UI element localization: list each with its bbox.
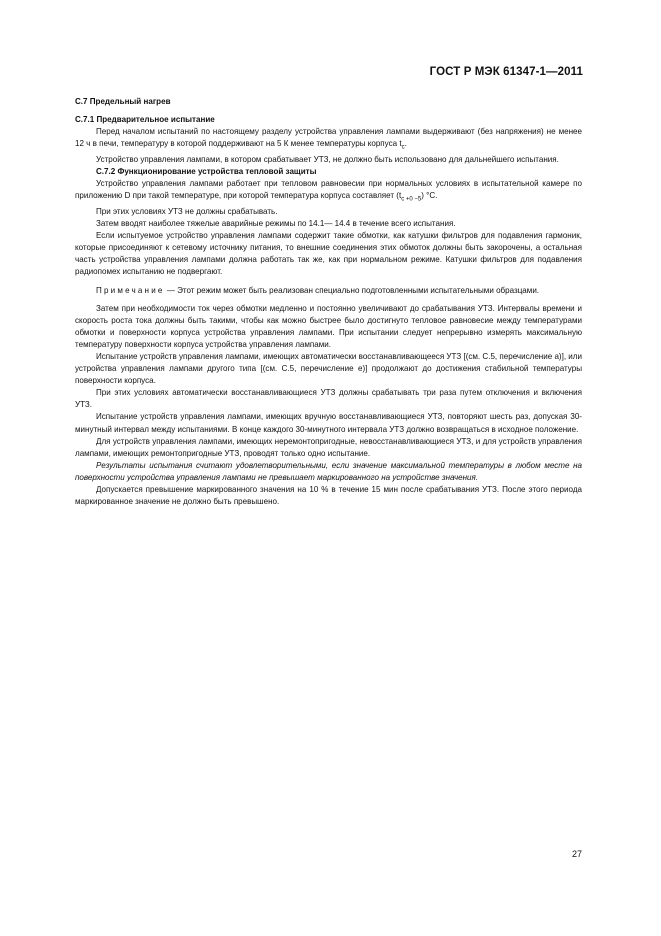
note (75, 285, 582, 297)
note-text: — Этот режим может быть реализован специально подготовленными испытательными образцами. (166, 285, 540, 295)
section-c7-title: С.7 Предельный нагрев (75, 97, 171, 106)
paragraph-c72-2: При этих условиях УТЗ не должны срабатывать. (96, 206, 278, 216)
document-body (75, 96, 582, 508)
note-label: Примечание (96, 285, 165, 295)
section-c72-title: С.7.2 Функционирование устройства тепловой защиты (96, 167, 317, 177)
paragraph-c71-2: Устройство управления лампами, в котором срабатывает УТЗ, не должно быть использовано для дальнейшего испытания. (96, 154, 559, 164)
paragraph-5: Затем при необходимости ток через обмотки медленно и постоянно увеличивают до срабатывания УТЗ. Интервалы времени и скорость роста тока должны быть такими, чтобы как можно быстрее было достигнуто тепловое равновесие между температурами обмотки и поверхности корпуса устройства управления лампами. При испытании следует непрерывно измерять максимальную температуру поверхности корпуса устройства управления лампами. (75, 303, 582, 349)
section-c71-title: С.7.1 Предварительное испытание (75, 115, 215, 125)
paragraph-c72-3: Затем вводят наиболее тяжелые аварийные режимы по 14.1— 14.4 в течение всего испытания. (96, 219, 456, 229)
paragraph-6: Испытание устройств управления лампами, имеющих автоматически восстанавливающееся УТЗ [(см. С.5, перечисление а)], или устройства управления лампами другого типа [(см. С.5, перечисление е)] продолжают до достижения стабильной температуры поверхности корпуса. (75, 352, 582, 386)
paragraph-9: Для устройств управления лампами, имеющих неремонтопригодные, невосстанавливающиеся УТЗ, и для устройств управления лампами, имеющих ремонтопригодные УТЗ, проводят только одно испытание. (75, 436, 582, 458)
paragraph-c72-1: Устройство управления лампами работает при тепловом равновесии при нормальных условиях в испытательной камере по приложению D при такой температуре, при которой температура корпуса составляет $(t_{c +0 -5})$ °С. (75, 179, 582, 203)
document-header: ГОСТ Р МЭК 61347-1—2011 (429, 66, 583, 78)
paragraph-c71-1: Перед началом испытаний по настоящему разделу устройства управления лампами выдерживают (без напряжения) не менее 12 ч в печи, температуру в которой поддерживают на 5 К менее температуры корпуса $t_c$. (75, 127, 582, 151)
paragraph-10: Результаты испытания считают удовлетворительными, если значение максимальной температуры в любом месте на поверхности устройства управления лампами не превышает маркированного на устройстве значения. (75, 460, 582, 482)
paragraph-7: При этих условиях автоматически восстанавливающиеся УТЗ должны срабатывать три раза путем отключения и включения УТЗ. (75, 388, 582, 410)
paragraph-c72-4: Если испытуемое устройство управления лампами содержит такие обмотки, как катушки фильтров для подавления гармоник, которые присоединяют к сетевому источнику питания, то внешние соединения этих обмоток должны быть закорочены, а остальная часть устройства управления лампами должна работать так же, как при нормальном режиме. Катушки фильтров для подавления радиопомех испытанию не подвергают. (75, 231, 582, 277)
paragraph-11: Допускается превышение маркированного значения на 10 % в течение 15 мин после срабатывания УТЗ. После этого периода маркированное значение не должно быть превышено. (75, 485, 582, 507)
page-number: 27 (571, 849, 582, 859)
paragraph-8: Испытание устройств управления лампами, имеющих вручную восстанавливающиеся УТЗ, повторяют шесть раз, допуская 30-минутный интервал между испытаниями. В конце каждого 30-минутного интервала УТЗ должно возвращаться в исходное положение. (75, 412, 582, 434)
